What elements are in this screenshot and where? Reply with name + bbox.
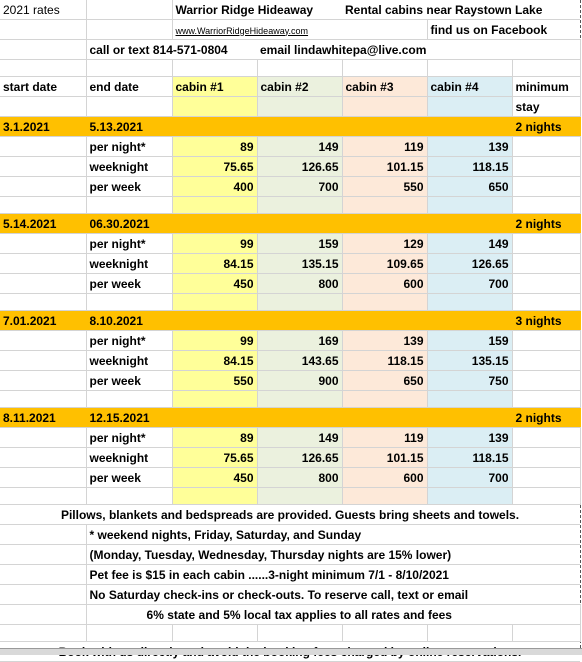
cell[interactable] bbox=[0, 274, 86, 294]
facebook-text[interactable]: find us on Facebook bbox=[427, 20, 580, 40]
cell[interactable] bbox=[0, 545, 86, 565]
sheet-row bbox=[0, 0, 580, 20]
rate-type-label[interactable]: per week bbox=[86, 371, 172, 391]
cell[interactable] bbox=[86, 60, 172, 77]
cell[interactable] bbox=[172, 311, 257, 331]
note-text: * weekend nights, Friday, Saturday, and Sunday bbox=[86, 525, 580, 545]
rate-cabin-4[interactable]: 118.15 bbox=[427, 157, 512, 177]
cell[interactable] bbox=[257, 488, 342, 505]
season-minimum-stay[interactable]: 3 nights bbox=[512, 311, 580, 331]
season-start-date[interactable]: 8.11.2021 bbox=[0, 408, 86, 428]
rate-cabin-4[interactable]: 118.15 bbox=[427, 448, 512, 468]
rate-row bbox=[0, 371, 580, 391]
cell[interactable] bbox=[0, 371, 86, 391]
sheet-row bbox=[0, 197, 580, 214]
rate-cabin-4[interactable]: 126.65 bbox=[427, 254, 512, 274]
cell[interactable] bbox=[257, 391, 342, 408]
cell[interactable] bbox=[172, 60, 257, 77]
rate-row bbox=[0, 468, 580, 488]
rate-row bbox=[0, 137, 580, 157]
cell[interactable] bbox=[427, 311, 512, 331]
cell[interactable] bbox=[257, 625, 342, 642]
email-text[interactable]: email lindawhitepa@live.com bbox=[257, 40, 512, 60]
sheet-row bbox=[0, 488, 580, 505]
note-row bbox=[0, 585, 580, 605]
rate-row bbox=[0, 157, 580, 177]
rate-type-label[interactable]: weeknight bbox=[86, 157, 172, 177]
cell[interactable] bbox=[0, 97, 86, 117]
note-row bbox=[0, 605, 580, 625]
rate-cabin-2[interactable]: 800 bbox=[257, 274, 342, 294]
rate-cabin-2[interactable]: 800 bbox=[257, 468, 342, 488]
cell[interactable] bbox=[172, 488, 257, 505]
cell[interactable] bbox=[342, 294, 427, 311]
sheet-row bbox=[0, 391, 580, 408]
cell[interactable] bbox=[86, 294, 172, 311]
cell[interactable] bbox=[0, 585, 86, 605]
rate-cabin-4[interactable]: 700 bbox=[427, 274, 512, 294]
cell[interactable] bbox=[172, 214, 257, 234]
cell[interactable] bbox=[0, 331, 86, 351]
cell[interactable] bbox=[512, 234, 580, 254]
cell[interactable] bbox=[257, 97, 342, 117]
rate-cabin-3[interactable]: 550 bbox=[342, 177, 427, 197]
cell[interactable] bbox=[0, 625, 86, 642]
rate-cabin-3[interactable]: 600 bbox=[342, 274, 427, 294]
phone-text[interactable]: call or text 814-571-0804 bbox=[86, 40, 257, 60]
cell[interactable] bbox=[512, 448, 580, 468]
sheet-row bbox=[0, 77, 580, 97]
cell[interactable] bbox=[0, 525, 86, 545]
rate-row bbox=[0, 428, 580, 448]
cell[interactable] bbox=[257, 408, 342, 428]
rate-cabin-4[interactable]: 139 bbox=[427, 428, 512, 448]
business-name[interactable]: Warrior Ridge Hideaway bbox=[172, 0, 342, 20]
rate-cabin-1[interactable]: 75.65 bbox=[172, 157, 257, 177]
rate-row bbox=[0, 177, 580, 197]
cell[interactable] bbox=[0, 488, 86, 505]
rate-cabin-3[interactable]: 650 bbox=[342, 371, 427, 391]
cell[interactable] bbox=[512, 468, 580, 488]
note-row bbox=[0, 505, 580, 525]
cell[interactable] bbox=[512, 351, 580, 371]
col-start-date[interactable]: start date bbox=[0, 77, 86, 97]
rate-type-label[interactable]: per night* bbox=[86, 331, 172, 351]
rate-cabin-1[interactable]: 89 bbox=[172, 428, 257, 448]
season-minimum-stay[interactable]: 2 nights bbox=[512, 214, 580, 234]
rate-cabin-4[interactable]: 139 bbox=[427, 137, 512, 157]
cell[interactable] bbox=[427, 197, 512, 214]
rate-cabin-1[interactable]: 99 bbox=[172, 234, 257, 254]
cell[interactable] bbox=[257, 311, 342, 331]
note-row bbox=[0, 565, 580, 585]
cell[interactable] bbox=[427, 60, 512, 77]
cell[interactable] bbox=[427, 117, 512, 137]
cell[interactable] bbox=[0, 197, 86, 214]
cell[interactable] bbox=[342, 488, 427, 505]
rate-row bbox=[0, 254, 580, 274]
rate-cabin-2[interactable]: 169 bbox=[257, 331, 342, 351]
cell[interactable] bbox=[0, 137, 86, 157]
rate-row bbox=[0, 234, 580, 254]
season-end-date[interactable]: 5.13.2021 bbox=[86, 117, 172, 137]
sheet-row bbox=[0, 60, 580, 77]
rate-cabin-1[interactable]: 89 bbox=[172, 137, 257, 157]
note-text: Pillows, blankets and bedspreads are provided. Guests bring sheets and towels. bbox=[0, 505, 580, 525]
rate-cabin-4[interactable]: 135.15 bbox=[427, 351, 512, 371]
season-header-row bbox=[0, 214, 580, 234]
season-end-date[interactable]: 06.30.2021 bbox=[86, 214, 172, 234]
col-stay[interactable]: stay bbox=[512, 97, 580, 117]
cell[interactable] bbox=[0, 565, 86, 585]
note-text: 6% state and 5% local tax applies to all rates and fees bbox=[86, 605, 512, 625]
rate-type-label[interactable]: per week bbox=[86, 177, 172, 197]
rate-cabin-2[interactable]: 900 bbox=[257, 371, 342, 391]
cell[interactable] bbox=[512, 177, 580, 197]
rate-cabin-2[interactable]: 126.65 bbox=[257, 448, 342, 468]
col-cabin-2[interactable]: cabin #2 bbox=[257, 77, 342, 97]
rate-cabin-3[interactable]: 119 bbox=[342, 428, 427, 448]
note-row bbox=[0, 545, 580, 565]
rate-type-label[interactable]: weeknight bbox=[86, 254, 172, 274]
season-start-date[interactable]: 5.14.2021 bbox=[0, 214, 86, 234]
cell[interactable] bbox=[0, 60, 86, 77]
note-text: Pet fee is $15 in each cabin ......3-night minimum 7/1 - 8/10/2021 bbox=[86, 565, 580, 585]
cell[interactable] bbox=[512, 157, 580, 177]
cell[interactable] bbox=[257, 294, 342, 311]
cell[interactable] bbox=[257, 214, 342, 234]
cell[interactable] bbox=[172, 625, 257, 642]
season-minimum-stay[interactable]: 2 nights bbox=[512, 408, 580, 428]
rate-row bbox=[0, 331, 580, 351]
rate-cabin-2[interactable]: 135.15 bbox=[257, 254, 342, 274]
sheet-row bbox=[0, 97, 580, 117]
note-text: No Saturday check-ins or check-outs. To reserve call, text or email bbox=[86, 585, 580, 605]
rate-cabin-1[interactable]: 450 bbox=[172, 468, 257, 488]
season-header-row bbox=[0, 117, 580, 137]
rates-label[interactable]: 2021 rates bbox=[0, 0, 86, 20]
cell[interactable] bbox=[512, 294, 580, 311]
cell[interactable] bbox=[427, 625, 512, 642]
rate-cabin-1[interactable]: 84.15 bbox=[172, 254, 257, 274]
season-start-date[interactable]: 7.01.2021 bbox=[0, 311, 86, 331]
rate-cabin-1[interactable]: 99 bbox=[172, 331, 257, 351]
cell[interactable] bbox=[512, 488, 580, 505]
rate-cabin-1[interactable]: 450 bbox=[172, 274, 257, 294]
col-cabin-3[interactable]: cabin #3 bbox=[342, 77, 427, 97]
cell[interactable] bbox=[172, 408, 257, 428]
cell[interactable] bbox=[342, 97, 427, 117]
rate-cabin-1[interactable]: 400 bbox=[172, 177, 257, 197]
cell[interactable] bbox=[427, 294, 512, 311]
cell[interactable] bbox=[86, 488, 172, 505]
cell[interactable] bbox=[427, 97, 512, 117]
cell[interactable] bbox=[0, 177, 86, 197]
cell[interactable] bbox=[512, 254, 580, 274]
note-text: (Monday, Tuesday, Wednesday, Thursday nights are 15% lower) bbox=[86, 545, 580, 565]
cell[interactable] bbox=[427, 488, 512, 505]
rate-cabin-2[interactable]: 700 bbox=[257, 177, 342, 197]
cell[interactable] bbox=[342, 311, 427, 331]
rate-cabin-4[interactable]: 149 bbox=[427, 234, 512, 254]
cell[interactable] bbox=[86, 625, 172, 642]
cell[interactable] bbox=[512, 391, 580, 408]
cell[interactable] bbox=[0, 351, 86, 371]
rate-cabin-4[interactable]: 700 bbox=[427, 468, 512, 488]
cell[interactable] bbox=[427, 391, 512, 408]
cell[interactable] bbox=[172, 197, 257, 214]
col-minimum[interactable]: minimum bbox=[512, 77, 580, 97]
sheet-tab-bar[interactable] bbox=[0, 648, 582, 655]
rate-cabin-2[interactable]: 143.65 bbox=[257, 351, 342, 371]
rate-type-label[interactable]: per night* bbox=[86, 137, 172, 157]
cell[interactable] bbox=[427, 214, 512, 234]
cell[interactable] bbox=[512, 137, 580, 157]
cell[interactable] bbox=[512, 60, 580, 77]
cell[interactable] bbox=[86, 197, 172, 214]
rate-cabin-2[interactable]: 126.65 bbox=[257, 157, 342, 177]
rate-cabin-4[interactable]: 750 bbox=[427, 371, 512, 391]
rate-row bbox=[0, 448, 580, 468]
tagline[interactable]: Rental cabins near Raystown Lake bbox=[342, 0, 580, 20]
cell[interactable] bbox=[0, 448, 86, 468]
cell[interactable] bbox=[172, 97, 257, 117]
cell[interactable] bbox=[512, 625, 580, 642]
cell[interactable] bbox=[342, 625, 427, 642]
cell[interactable] bbox=[0, 254, 86, 274]
cell[interactable] bbox=[342, 60, 427, 77]
note-row bbox=[0, 525, 580, 545]
rate-cabin-1[interactable]: 84.15 bbox=[172, 351, 257, 371]
rate-type-label[interactable]: per week bbox=[86, 274, 172, 294]
cell[interactable] bbox=[342, 214, 427, 234]
rate-type-label[interactable]: per week bbox=[86, 468, 172, 488]
rate-cabin-2[interactable]: 149 bbox=[257, 137, 342, 157]
rate-cabin-4[interactable]: 650 bbox=[427, 177, 512, 197]
rate-type-label[interactable]: weeknight bbox=[86, 351, 172, 371]
cell[interactable] bbox=[512, 428, 580, 448]
cell[interactable] bbox=[86, 97, 172, 117]
sheet-row bbox=[0, 40, 580, 60]
sheet-row bbox=[0, 625, 580, 642]
rate-cabin-2[interactable]: 159 bbox=[257, 234, 342, 254]
season-header-row bbox=[0, 408, 580, 428]
cell[interactable] bbox=[0, 234, 86, 254]
col-end-date[interactable]: end date bbox=[86, 77, 172, 97]
rate-type-label[interactable]: weeknight bbox=[86, 448, 172, 468]
rate-cabin-3[interactable]: 101.15 bbox=[342, 448, 427, 468]
sheet-row bbox=[0, 294, 580, 311]
season-start-date[interactable]: 3.1.2021 bbox=[0, 117, 86, 137]
rate-cabin-4[interactable]: 159 bbox=[427, 331, 512, 351]
sheet-row bbox=[0, 20, 580, 40]
rate-row bbox=[0, 351, 580, 371]
rate-cabin-1[interactable]: 550 bbox=[172, 371, 257, 391]
season-minimum-stay[interactable]: 2 nights bbox=[512, 117, 580, 137]
cell[interactable] bbox=[0, 605, 86, 625]
website-link[interactable]: www.WarriorRidgeHideaway.com bbox=[175, 25, 309, 36]
rate-cabin-3[interactable]: 101.15 bbox=[342, 157, 427, 177]
cell[interactable] bbox=[427, 408, 512, 428]
cell[interactable] bbox=[86, 391, 172, 408]
rate-cabin-2[interactable]: 149 bbox=[257, 428, 342, 448]
cell[interactable] bbox=[342, 117, 427, 137]
cell[interactable] bbox=[342, 197, 427, 214]
cell[interactable] bbox=[172, 391, 257, 408]
rate-cabin-3[interactable]: 600 bbox=[342, 468, 427, 488]
col-cabin-1[interactable]: cabin #1 bbox=[172, 77, 257, 97]
cell[interactable] bbox=[172, 117, 257, 137]
cell[interactable] bbox=[0, 391, 86, 408]
cell[interactable] bbox=[257, 60, 342, 77]
cell[interactable] bbox=[0, 468, 86, 488]
cell[interactable] bbox=[342, 408, 427, 428]
rate-cabin-1[interactable]: 75.65 bbox=[172, 448, 257, 468]
rate-row bbox=[0, 274, 580, 294]
rate-cabin-3[interactable]: 118.15 bbox=[342, 351, 427, 371]
rate-cabin-3[interactable]: 129 bbox=[342, 234, 427, 254]
cell[interactable] bbox=[257, 117, 342, 137]
cell[interactable] bbox=[257, 197, 342, 214]
cell[interactable] bbox=[512, 197, 580, 214]
cell[interactable] bbox=[342, 391, 427, 408]
col-cabin-4[interactable]: cabin #4 bbox=[427, 77, 512, 97]
rate-cabin-3[interactable]: 139 bbox=[342, 331, 427, 351]
cell[interactable] bbox=[512, 274, 580, 294]
rate-type-label[interactable]: per night* bbox=[86, 428, 172, 448]
season-end-date[interactable]: 8.10.2021 bbox=[86, 311, 172, 331]
cell[interactable] bbox=[512, 371, 580, 391]
rate-cabin-3[interactable]: 119 bbox=[342, 137, 427, 157]
cell[interactable] bbox=[0, 428, 86, 448]
season-header-row bbox=[0, 311, 580, 331]
rate-cabin-3[interactable]: 109.65 bbox=[342, 254, 427, 274]
rate-type-label[interactable]: per night* bbox=[86, 234, 172, 254]
season-end-date[interactable]: 12.15.2021 bbox=[86, 408, 172, 428]
cell[interactable] bbox=[512, 605, 580, 625]
cell[interactable] bbox=[512, 331, 580, 351]
cell[interactable] bbox=[172, 294, 257, 311]
cell[interactable] bbox=[0, 157, 86, 177]
cell[interactable] bbox=[0, 294, 86, 311]
